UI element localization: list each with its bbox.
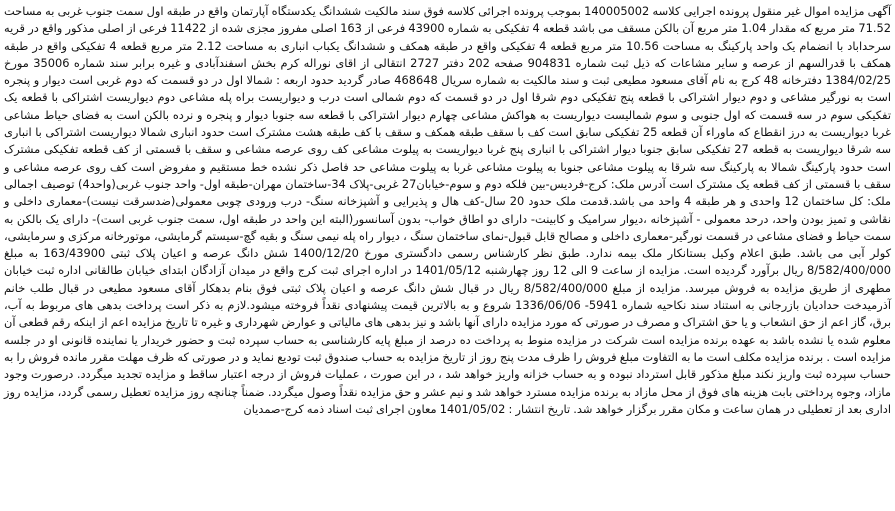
- auction-notice-text: آگهی مزایده اموال غیر منقول پرونده اجرایی کلاسه 140005002 بموجب پرونده اجرائی کلاسه فوق سند مالکیت ششدانگ یکدستگاه آپارتمان واقع در طبقه اول سمت جنوب غربی به مساحت 71.52 متر مربع که مقدار 1.04 متر مربع آن بالکن مسقف می باشد قطعه 4 تفکیکی به شماره 43900 فرعی از 163 اصلی مفروز مجزی شده از 11422 فرعی از اصلی مذکور واقع در قریه سرحداباد با انضمام یک واحد پارکینگ به مساحت 10.56 متر مربع قطعه 4 تفکیکی واقع در طبقه همکف و ششدانگ یکباب انباری به مساحت 2.12 متر مربع قطعه 4 تفکیکی واقع در طبقه همکف با قدرالسهم از عرصه و سایر مشاعات که ذیل ثبت شماره 904831 صفحه 202 دفتر 2727 انتقالی از اقای نوراله کرم بخش اسفندآبادی و غیره برابر سند شماره 35006 مورخ 1384/02/25 دفترخانه 48 کرج به نام آقای مسعود مطیعی ثبت و سند مالکیت به شماره سریال 468648 صادر گردید حدود اربعه : شمالا اول در دو قسمت که دوم غربی است دیوار و پنجره است به نورگیر مشاعی و دوم دیوار اشتراکی با قطعه پنج تفکیکی دوم شرقا اول در دو قسمت که دوم شمالی است درب و دیواریست براه پله مشاعی دوم دیواریست اشتراکی با قطعه یک تفکیکی سوم در سه قسمت که اول جنوبی و سوم شمالیست دیواریست به هواکش مشاعی چهارم دیوار اشتراکی با قطعه سه جنوبا دیوار و پنجره و نرده بالکن است به فضای حیاط مشاعی غربا دیواریست به درز انقطاع که ماوراء آن قطعه 25 تفکیکی سابق است کف با سقف طبقه همکف و سقف با کف طبقه هشت مشترک است حدود انباری شمالا دیواریست اشتراکی با انباری سه شرقا دیواریست به قطعه 27 تفکیکی سابق جنوبا دیوار اشتراکی با انباری پنج غربا دیواریست به پیلوت مشاعی کف روی عرصه مشاعی و سقف با قسمتی از کف قطعه تفکیکی مشترک است حدود پارکینگ شمالا به پارکینگ سه شرقا به پیلوت مشاعی جنوبا به پیلوت مشاعی غربا به پیلوت مشاعی حد فاصل ذکر نشده خط مستقیم و مفروض است کف روی عرصه مشاعی و سقف با قسمتی از کف قطعه یک مشترک است آدرس ملک: کرج-فردیس-بین فلکه دوم و سوم-خیابان27 غربی-پلاک 34-ساختمان مهران-طبقه اول- واحد جنوب غربی(واحد4) توصیف اجمالی ملک: کل ساختمان 12 واحدی و هر طبقه 4 واحد می باشد.قدمت ملک حدود 20 سال-کف هال و پذیرایی و آشپزخانه سنگ- درب ورودی چوبی معمولی(ضدسرقت نیست)-معماری داخلی و نقاشی و تمیز بودن واحد، درحد معمولی - آشپزخانه ،دیوار سرامیک و کابینت- دارای دو اطاق خواب- بدون آسانسور(البته این واحد در طبقه اول، سمت جنوب غربی است)- دارای یک بالکن به سمت حیاط و فضای مشاعی در قسمت نورگیر-معماری داخلی و مصالح قابل قبول-نمای ساختمان سنگ ، دیوار راه پله نیمی سنگ و بقیه گچ-سیستم گرمایشی، موتورخانه مرکزی و سرمایشی، کولر آبی می باشد. طبق اعلام وکیل بستانکار ملک بیمه ندارد. طبق نظر کارشناس رسمی دادگستری مورخ 1400/12/20 شش دانگ عرصه و اعیان پلاک ثبتی 163/43900 به مبلغ 8/582/400/000 ریال برآورد گردیده است. مزایده از ساعت 9 الی 12 روز چهارشنبه 1401/05/12 در اداره اجرای ثبت کرج واقع در میدان آزادگان ابتدای خیابان طالقانی اداره ثبت خیابان مطهری از طریق مزایده به فروش میرسد. مزایده از مبلغ 8/582/400/000 ریال در قبال شش دانگ عرصه و اعیان پلاک ثبتی فوق بنام بدهکار آقای مسعود مطیعی در قبال طلب خانم آذرمیدخت حدادیان بازرجانی به استناد سند نکاحیه شماره 5941- 1336/06/06 شروع و به بالاترین قیمت پیشنهادی نقداً فروخته میشود.لازم به ذکر است پرداخت بدهی های مربوط به آب، برق، گاز اعم از حق انشعاب و یا حق اشتراک و مصرف در صورتی که مورد مزایده دارای آنها باشد و نیز بدهی های مالیاتی و عوارض شهرداری و غیره تا تاریخ مزایده اعم از اینکه رقم قطعی آن معلوم شده یا نشده باشد به عهده برنده مزایده است شرکت در مزایده منوط به پرداخت ده درصد از مبلغ پایه کارشناسی به حساب سپرده ثبت و حضور خریدار یا نماینده قانونی او در جلسه مزایده است . برنده مزایده مکلف است ما به التفاوت مبلغ فروش را ظرف مدت پنج روز از تاریخ مزایده به حساب صندوق ثبت تودیع نماید و در صورتی که ظرف مهلت مقرر مانده فروش را به حساب سپرده ثبت واریز نکند مبلغ مذکور قابل استرداد نبوده و به حساب خزانه واریز خواهد شد ، در این صورت ، عملیات فروش از درجه اعتبار ساقط و مزایده تجدید میگردد. درصورت وجود مازاد، وجوه پرداختی بابت هزینه های فوق از محل مازاد به برنده مزایده مسترد خواهد شد و نیم عشر و حق مزایده نقداً وصول میگردد. ضمناً چنانچه روز مزایده تعطیل رسمی گردد، مزایده روز اداری بعد از تعطیلی در همان ساعت و مکان مقرر برگزار خواهد شد. تاریخ انتشار : 1401/05/02 معاون اجرای ثبت اسناد ذمه کرج-صمدیان: [4, 4, 892, 416]
